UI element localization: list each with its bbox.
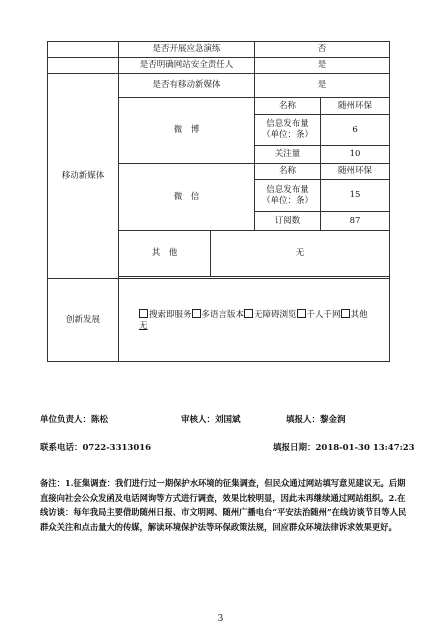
weibo-follow-label: 关注量: [255, 146, 321, 164]
option-search-service: 搜索即服务: [149, 309, 192, 320]
fill-date: 填报日期：2018-01-30 13:47:23: [273, 443, 415, 453]
option-accessibility: 无障碍浏览: [254, 309, 297, 320]
weibo-follow-value: 10: [321, 146, 390, 164]
weixin-name-label: 名称: [255, 164, 321, 180]
other-label: 其 他: [119, 231, 211, 277]
innovation-label: 创新发展: [48, 279, 119, 362]
weixin-subscribe-value: 87: [321, 212, 390, 231]
responsible-label: 是否明确网站安全责任人: [119, 58, 255, 74]
contact-phone: 联系电话：0722-3313016: [40, 443, 152, 453]
blank-cell: [48, 58, 119, 74]
other-value: 无: [211, 231, 390, 277]
weixin-name-value: 随州环保: [321, 164, 390, 180]
weixin-label: 微 信: [119, 164, 255, 231]
has-new-media-value: 是: [255, 74, 390, 98]
weibo-label: 微 博: [119, 98, 255, 164]
option-personalized: 千人千网: [306, 309, 341, 320]
weibo-posts-label: 信息发布量 （单位：条）: [255, 115, 321, 146]
checkbox-icon: [341, 309, 350, 318]
checkbox-icon: [297, 309, 306, 318]
weixin-posts-label: 信息发布量 （单位：条）: [255, 180, 321, 212]
report-table: [47, 41, 390, 362]
weibo-name-value: 随州环保: [321, 98, 390, 115]
responsible-value: 是: [255, 58, 390, 74]
blank-cell: [48, 42, 119, 58]
filler: 填报人：黎金润: [286, 415, 346, 425]
page-number: 3: [217, 614, 224, 624]
weixin-subscribe-label: 订阅数: [255, 212, 321, 231]
option-other-value: 无: [139, 320, 148, 331]
remarks-note: 备注：1.征集调查：我们进行过一期保护水环境的征集调查，但民众通过网站填写意见建议无。后期直接向社会公众发函及电话网询等方式进行调查，效果比较明显，因此未再继续通过网站组织。2.在线访谈：每年我局主要借助随州日报、市文明网、随州广播电台“平安法治随州”在线访谈节目等人民群众关注和点击量大的传媒，解读环境保护法等环保政策法规，回应群众环境法律诉求效果更好。: [40, 478, 407, 532]
section-label-new-media: 移动新媒体: [48, 74, 119, 279]
checkbox-icon: [192, 309, 201, 318]
unit-head: 单位负责人：陈松: [40, 415, 109, 425]
option-other: 其他: [350, 309, 368, 320]
option-multilingual: 多语言版本: [201, 309, 245, 320]
innovation-options: [119, 279, 390, 362]
weibo-name-label: 名称: [255, 98, 321, 115]
weixin-posts-value: 15: [321, 180, 390, 212]
reviewer: 审核人：刘国斌: [181, 415, 241, 425]
drill-label: 是否开展应急演练: [119, 42, 255, 58]
checkbox-icon: [139, 309, 148, 318]
has-new-media-label: 是否有移动新媒体: [119, 74, 255, 98]
checkbox-icon: [244, 309, 253, 318]
weibo-posts-value: 6: [321, 115, 390, 146]
drill-value: 否: [255, 42, 390, 58]
